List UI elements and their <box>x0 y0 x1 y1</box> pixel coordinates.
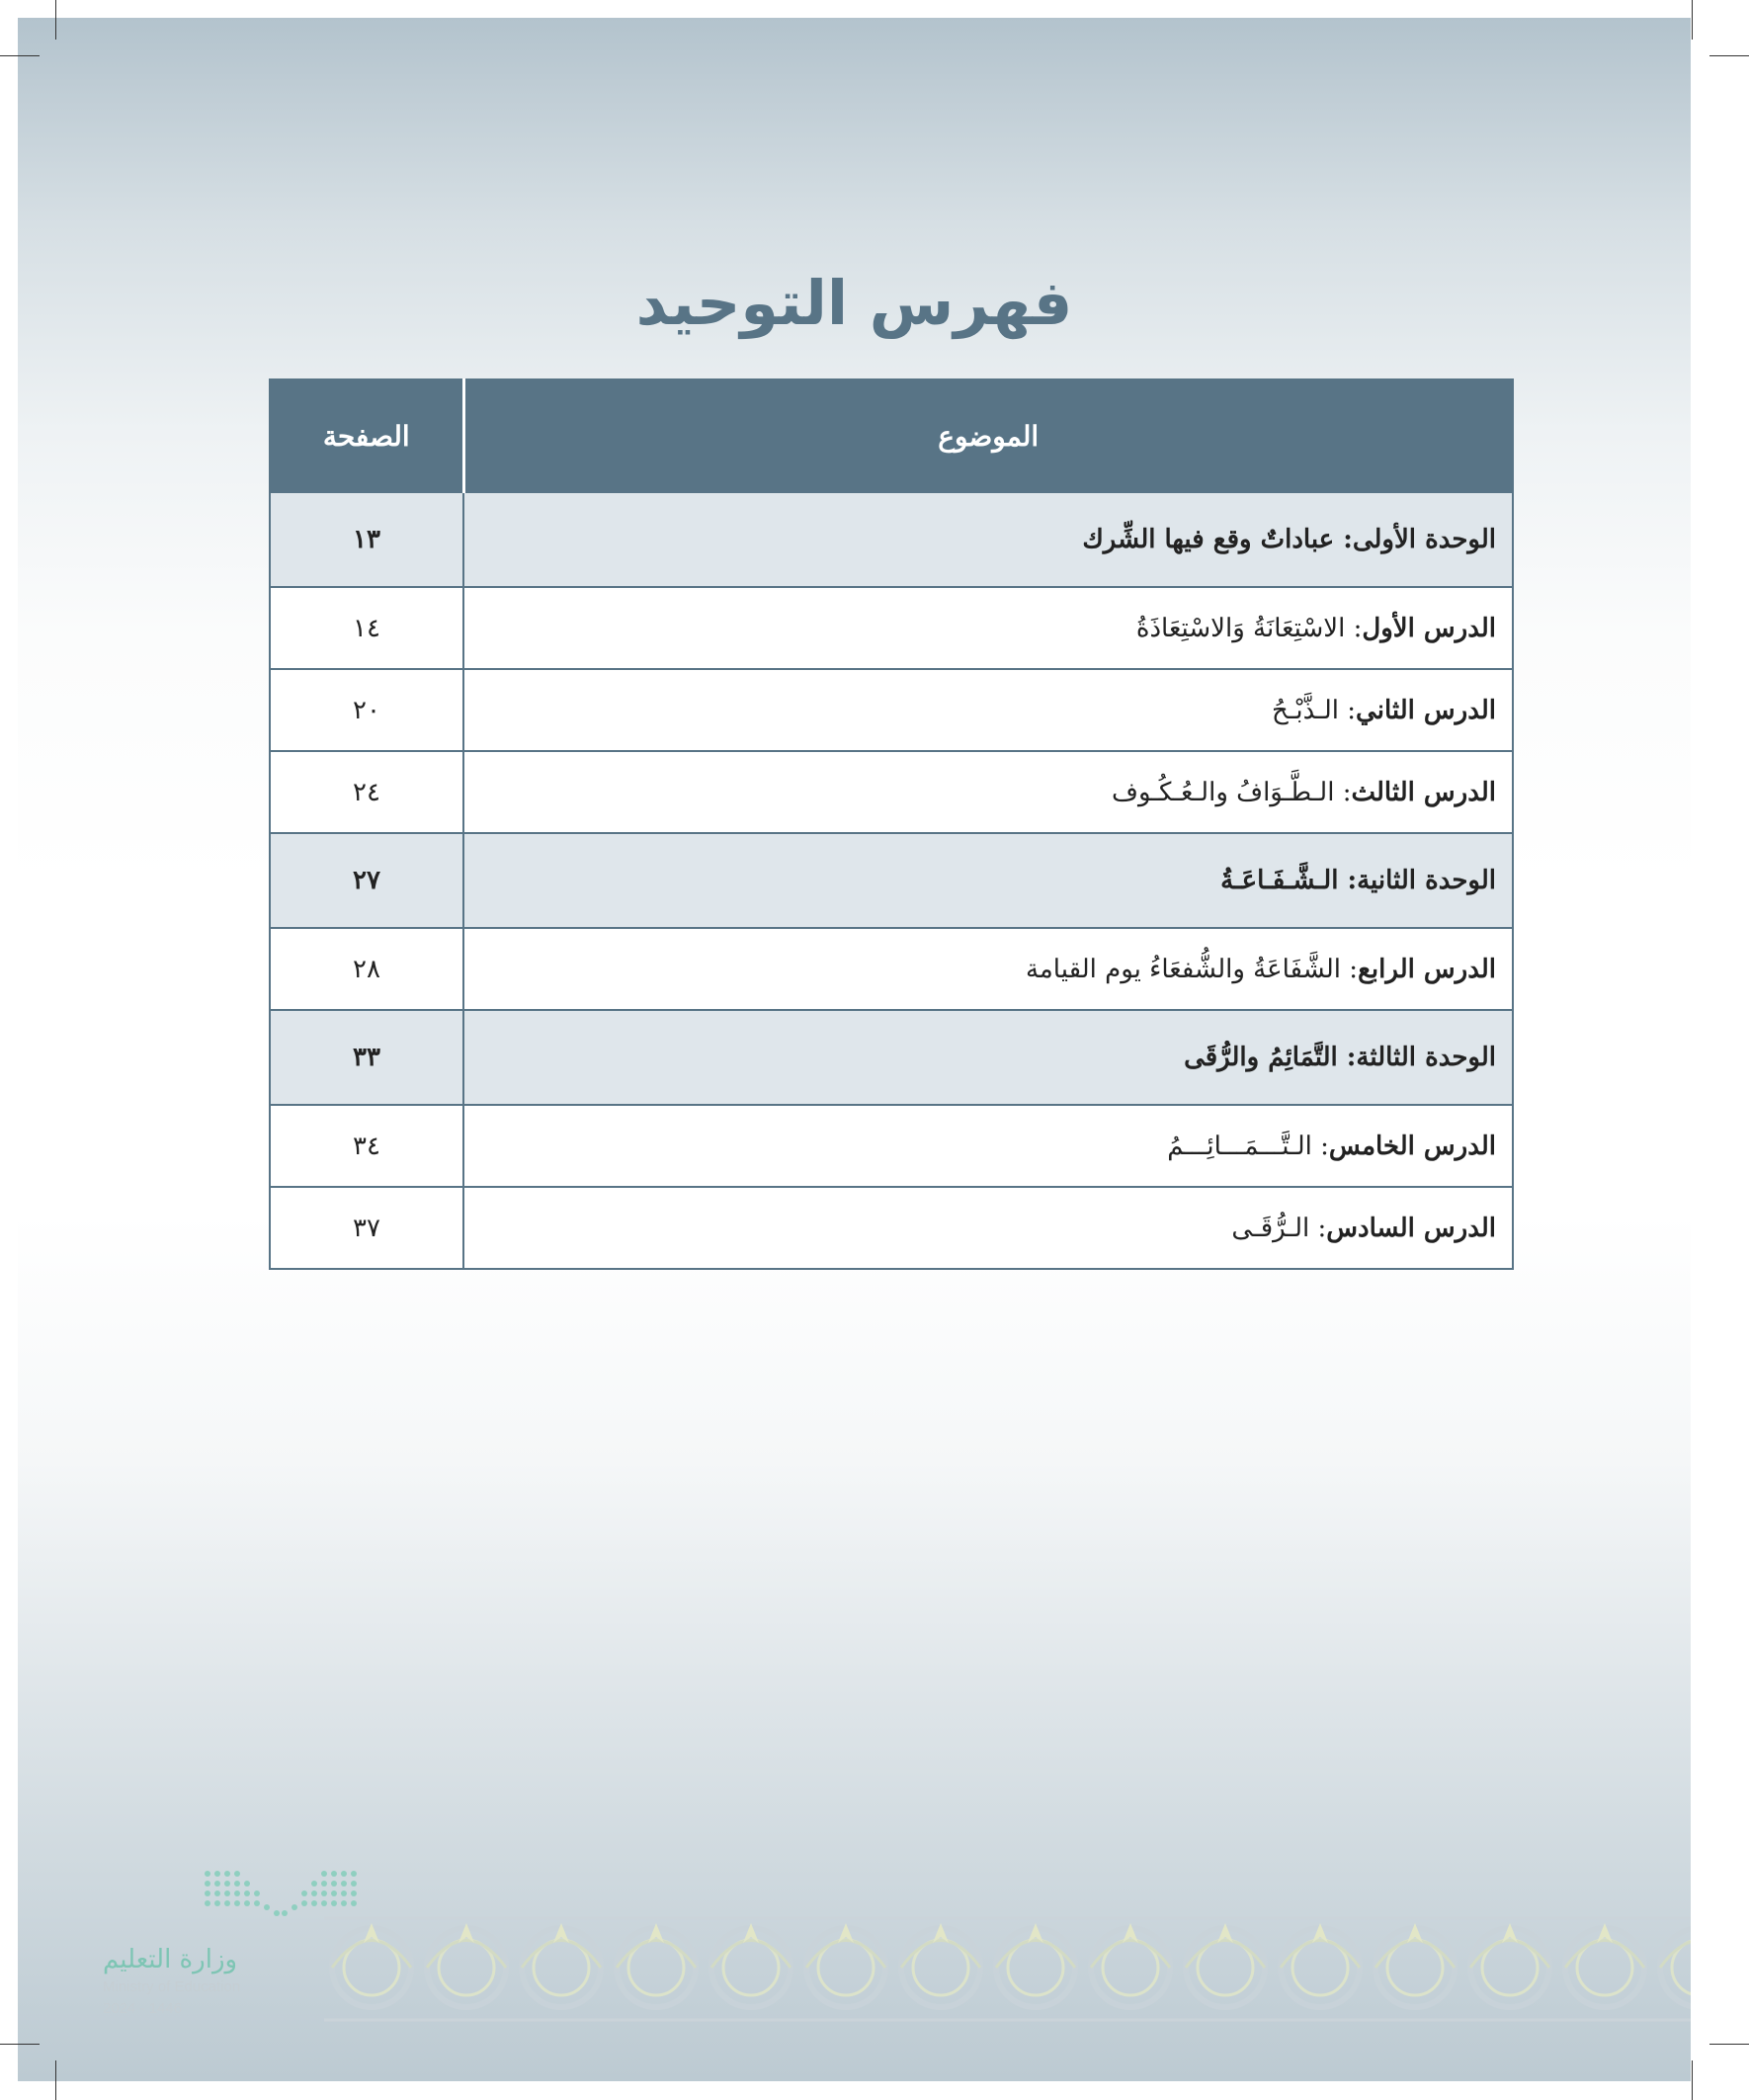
row-page: ٢٨ <box>270 928 463 1010</box>
row-page: ٣٤ <box>270 1105 463 1187</box>
row-page: ٣٧ <box>270 1187 463 1269</box>
row-text: : الـشَّـفَـاعَـةُ <box>1220 866 1358 895</box>
row-text: : التَّمَائِمُ والرُّقَى <box>1184 1043 1357 1072</box>
row-topic <box>463 1105 1513 1187</box>
header-page: الصفحة <box>270 379 463 492</box>
crop-mark <box>1709 2044 1749 2045</box>
row-label: الدرس الرابع <box>1358 954 1496 984</box>
row-page: ١٣ <box>270 492 463 587</box>
row-page: ٢٤ <box>270 751 463 833</box>
row-text: : الـتَّـــمَـــائِـــمُ <box>1167 1131 1329 1161</box>
row-topic <box>463 587 1513 669</box>
row-text: : الـطَّـوَافُ والـعُـكُـوف <box>1112 777 1352 807</box>
logo-year: 2024 - 1446 <box>103 2000 183 2017</box>
row-page: ٣٣ <box>270 1010 463 1105</box>
page-title: فهرس التوحيد <box>635 267 1073 339</box>
row-text: : الشَّفَاعَةُ والشُّفعَاءُ يوم القيامة <box>1025 954 1359 984</box>
header-topic: الموضوع <box>463 379 1513 492</box>
row-label: الدرس الثاني <box>1356 695 1496 725</box>
row-text: : الـرُّقَـى <box>1231 1213 1327 1243</box>
row-topic <box>463 1187 1513 1269</box>
table-header-row <box>270 379 1513 492</box>
row-label: الوحدة الثانية <box>1357 866 1496 895</box>
crop-mark <box>1692 2060 1693 2100</box>
row-topic <box>463 833 1513 928</box>
row-label: الوحدة الثالثة <box>1356 1043 1496 1072</box>
table-row <box>270 1010 1513 1105</box>
table-row <box>270 751 1513 833</box>
row-page: ١٤ <box>270 587 463 669</box>
toc-table <box>269 378 1514 1270</box>
crop-mark <box>1692 0 1693 40</box>
crop-mark <box>1709 55 1749 56</box>
table-row <box>270 669 1513 751</box>
crop-mark <box>0 2044 40 2045</box>
table-row <box>270 1187 1513 1269</box>
ministry-logo <box>103 1868 300 2017</box>
row-page: ٢٧ <box>270 833 463 928</box>
crop-mark <box>0 55 40 56</box>
row-text: : الـذَّبْـحُ <box>1271 695 1357 725</box>
logo-dots-icon <box>202 1868 360 1927</box>
logo-arabic: وزارة التعليم <box>103 1945 238 1974</box>
table-row <box>270 492 1513 587</box>
row-label: الوحدة الأولى <box>1352 525 1496 554</box>
row-topic <box>463 928 1513 1010</box>
ornament-border <box>324 1893 1691 2042</box>
row-topic <box>463 669 1513 751</box>
row-topic <box>463 751 1513 833</box>
row-label: الدرس الأول <box>1362 613 1496 643</box>
row-text: : عباداتٌ وقع فيها الشِّرك <box>1082 525 1353 554</box>
crop-mark <box>55 2060 56 2100</box>
row-page: ٢٠ <box>270 669 463 751</box>
table-row <box>270 1105 1513 1187</box>
row-topic <box>463 492 1513 587</box>
row-label: الدرس الخامس <box>1328 1131 1496 1161</box>
page <box>18 18 1691 2081</box>
table-row <box>270 587 1513 669</box>
crop-mark <box>55 0 56 40</box>
row-label: الدرس الثالث <box>1351 777 1496 807</box>
row-label: الدرس السادس <box>1326 1213 1496 1243</box>
logo-english: Ministry of Education <box>103 1978 241 1995</box>
row-text: : الاسْتِعَانَةُ وَالاسْتِعَاذَةُ <box>1135 613 1363 643</box>
table-row <box>270 833 1513 928</box>
row-topic <box>463 1010 1513 1105</box>
table-row <box>270 928 1513 1010</box>
